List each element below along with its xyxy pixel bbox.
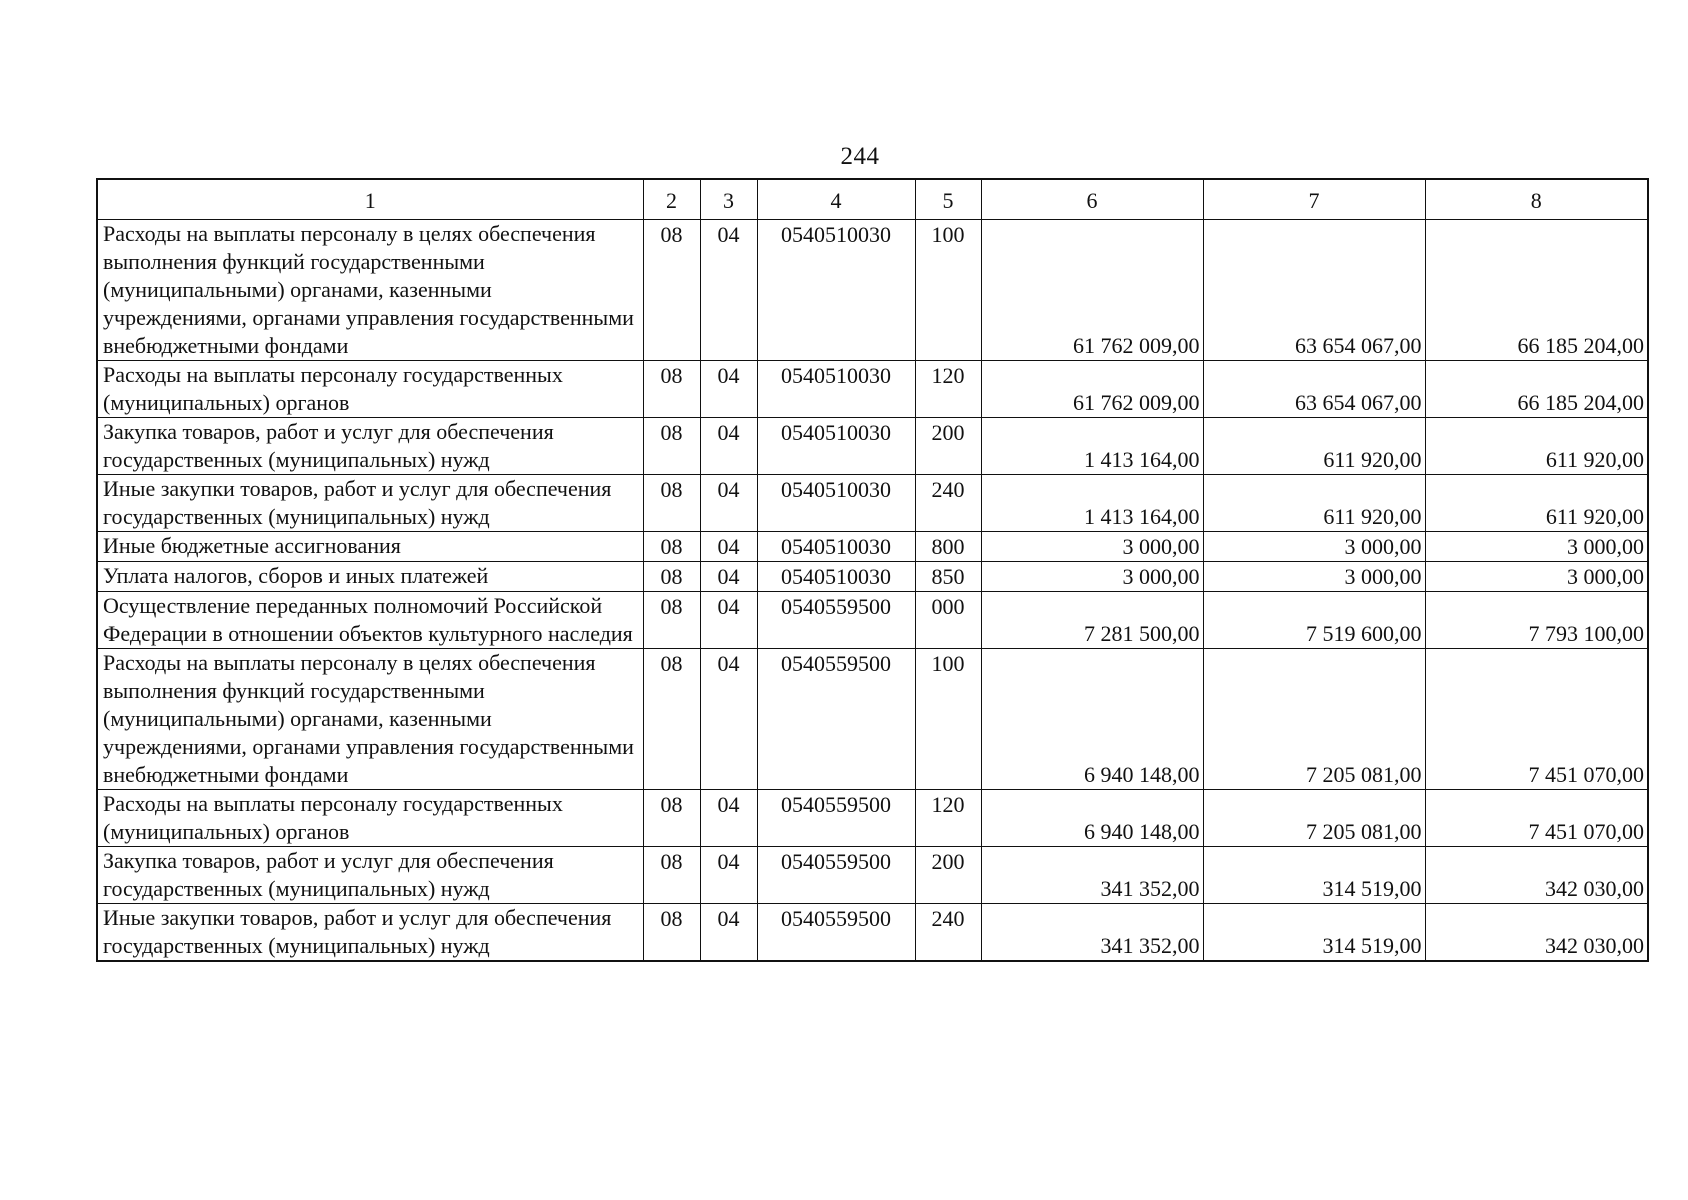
header-col-4: 4	[757, 179, 915, 220]
row-subsection: 04	[700, 649, 757, 790]
budget-table	[96, 178, 1649, 962]
row-amount-col7: 63 654 067,00	[1203, 220, 1425, 361]
row-subsection: 04	[700, 904, 757, 962]
row-section: 08	[643, 532, 700, 562]
row-amount-col8: 7 451 070,00	[1425, 790, 1648, 847]
table-row	[97, 418, 1648, 475]
row-amount-col8: 66 185 204,00	[1425, 361, 1648, 418]
row-amount-col6: 1 413 164,00	[981, 418, 1203, 475]
row-target-code: 0540559500	[757, 847, 915, 904]
row-expense-kind: 100	[915, 649, 981, 790]
row-section: 08	[643, 562, 700, 592]
table-row	[97, 592, 1648, 649]
row-target-code: 0540510030	[757, 475, 915, 532]
row-amount-col6: 61 762 009,00	[981, 361, 1203, 418]
row-target-code: 0540559500	[757, 592, 915, 649]
row-amount-col6: 1 413 164,00	[981, 475, 1203, 532]
row-amount-col6: 341 352,00	[981, 847, 1203, 904]
page-number: 244	[840, 143, 880, 170]
row-target-code: 0540559500	[757, 904, 915, 962]
row-section: 08	[643, 649, 700, 790]
row-amount-col8: 342 030,00	[1425, 904, 1648, 962]
row-name: Иные закупки товаров, работ и услуг для обеспечения государственных (муниципальных) нужд	[97, 904, 643, 962]
row-target-code: 0540510030	[757, 220, 915, 361]
row-subsection: 04	[700, 418, 757, 475]
header-col-7: 7	[1203, 179, 1425, 220]
row-name: Уплата налогов, сборов и иных платежей	[97, 562, 643, 592]
row-subsection: 04	[700, 790, 757, 847]
row-amount-col7: 7 519 600,00	[1203, 592, 1425, 649]
header-col-3: 3	[700, 179, 757, 220]
row-amount-col6: 3 000,00	[981, 532, 1203, 562]
row-target-code: 0540510030	[757, 562, 915, 592]
row-amount-col8: 3 000,00	[1425, 562, 1648, 592]
row-amount-col6: 61 762 009,00	[981, 220, 1203, 361]
row-expense-kind: 800	[915, 532, 981, 562]
table-row	[97, 475, 1648, 532]
table-row	[97, 649, 1648, 790]
row-name: Расходы на выплаты персоналу в целях обеспечения выполнения функций государственными (муниципальными) органами, казенными учреждениями, органами управления государственными внебюджетными фондами	[97, 649, 643, 790]
row-expense-kind: 000	[915, 592, 981, 649]
row-name: Осуществление переданных полномочий Российской Федерации в отношении объектов культурного наследия	[97, 592, 643, 649]
row-amount-col7: 611 920,00	[1203, 418, 1425, 475]
row-amount-col7: 7 205 081,00	[1203, 649, 1425, 790]
row-expense-kind: 200	[915, 847, 981, 904]
table-row	[97, 904, 1648, 962]
table-row	[97, 847, 1648, 904]
row-amount-col7: 611 920,00	[1203, 475, 1425, 532]
table-row	[97, 532, 1648, 562]
row-amount-col7: 3 000,00	[1203, 532, 1425, 562]
header-col-1: 1	[97, 179, 643, 220]
header-col-6: 6	[981, 179, 1203, 220]
row-name: Расходы на выплаты персоналу в целях обеспечения выполнения функций государственными (муниципальными) органами, казенными учреждениями, органами управления государственными внебюджетными фондами	[97, 220, 643, 361]
row-subsection: 04	[700, 361, 757, 418]
row-name: Иные закупки товаров, работ и услуг для обеспечения государственных (муниципальных) нужд	[97, 475, 643, 532]
row-section: 08	[643, 475, 700, 532]
row-target-code: 0540510030	[757, 418, 915, 475]
header-col-8: 8	[1425, 179, 1648, 220]
row-target-code: 0540510030	[757, 532, 915, 562]
row-target-code: 0540510030	[757, 361, 915, 418]
table-row	[97, 790, 1648, 847]
header-col-5: 5	[915, 179, 981, 220]
row-name: Закупка товаров, работ и услуг для обеспечения государственных (муниципальных) нужд	[97, 418, 643, 475]
row-expense-kind: 850	[915, 562, 981, 592]
row-amount-col7: 7 205 081,00	[1203, 790, 1425, 847]
row-subsection: 04	[700, 532, 757, 562]
row-amount-col8: 611 920,00	[1425, 418, 1648, 475]
row-amount-col7: 63 654 067,00	[1203, 361, 1425, 418]
row-amount-col8: 7 451 070,00	[1425, 649, 1648, 790]
row-subsection: 04	[700, 562, 757, 592]
row-amount-col8: 7 793 100,00	[1425, 592, 1648, 649]
row-name: Расходы на выплаты персоналу государственных (муниципальных) органов	[97, 361, 643, 418]
row-name: Закупка товаров, работ и услуг для обеспечения государственных (муниципальных) нужд	[97, 847, 643, 904]
row-section: 08	[643, 904, 700, 962]
row-expense-kind: 120	[915, 790, 981, 847]
row-target-code: 0540559500	[757, 790, 915, 847]
row-section: 08	[643, 592, 700, 649]
row-amount-col7: 314 519,00	[1203, 847, 1425, 904]
row-amount-col6: 6 940 148,00	[981, 790, 1203, 847]
row-expense-kind: 120	[915, 361, 981, 418]
table-row	[97, 220, 1648, 361]
row-expense-kind: 100	[915, 220, 981, 361]
table-row	[97, 361, 1648, 418]
row-amount-col8: 66 185 204,00	[1425, 220, 1648, 361]
row-expense-kind: 240	[915, 475, 981, 532]
header-col-2: 2	[643, 179, 700, 220]
row-amount-col7: 314 519,00	[1203, 904, 1425, 962]
row-subsection: 04	[700, 475, 757, 532]
row-section: 08	[643, 418, 700, 475]
row-subsection: 04	[700, 847, 757, 904]
row-amount-col6: 3 000,00	[981, 562, 1203, 592]
row-amount-col6: 341 352,00	[981, 904, 1203, 962]
row-amount-col6: 6 940 148,00	[981, 649, 1203, 790]
row-amount-col8: 611 920,00	[1425, 475, 1648, 532]
row-section: 08	[643, 220, 700, 361]
row-name: Расходы на выплаты персоналу государственных (муниципальных) органов	[97, 790, 643, 847]
row-section: 08	[643, 847, 700, 904]
row-section: 08	[643, 361, 700, 418]
row-target-code: 0540559500	[757, 649, 915, 790]
row-amount-col7: 3 000,00	[1203, 562, 1425, 592]
row-amount-col6: 7 281 500,00	[981, 592, 1203, 649]
row-name: Иные бюджетные ассигнования	[97, 532, 643, 562]
row-amount-col8: 3 000,00	[1425, 532, 1648, 562]
row-subsection: 04	[700, 592, 757, 649]
header-row	[97, 179, 1648, 220]
row-subsection: 04	[700, 220, 757, 361]
row-expense-kind: 200	[915, 418, 981, 475]
row-expense-kind: 240	[915, 904, 981, 962]
table-row	[97, 562, 1648, 592]
row-amount-col8: 342 030,00	[1425, 847, 1648, 904]
row-section: 08	[643, 790, 700, 847]
